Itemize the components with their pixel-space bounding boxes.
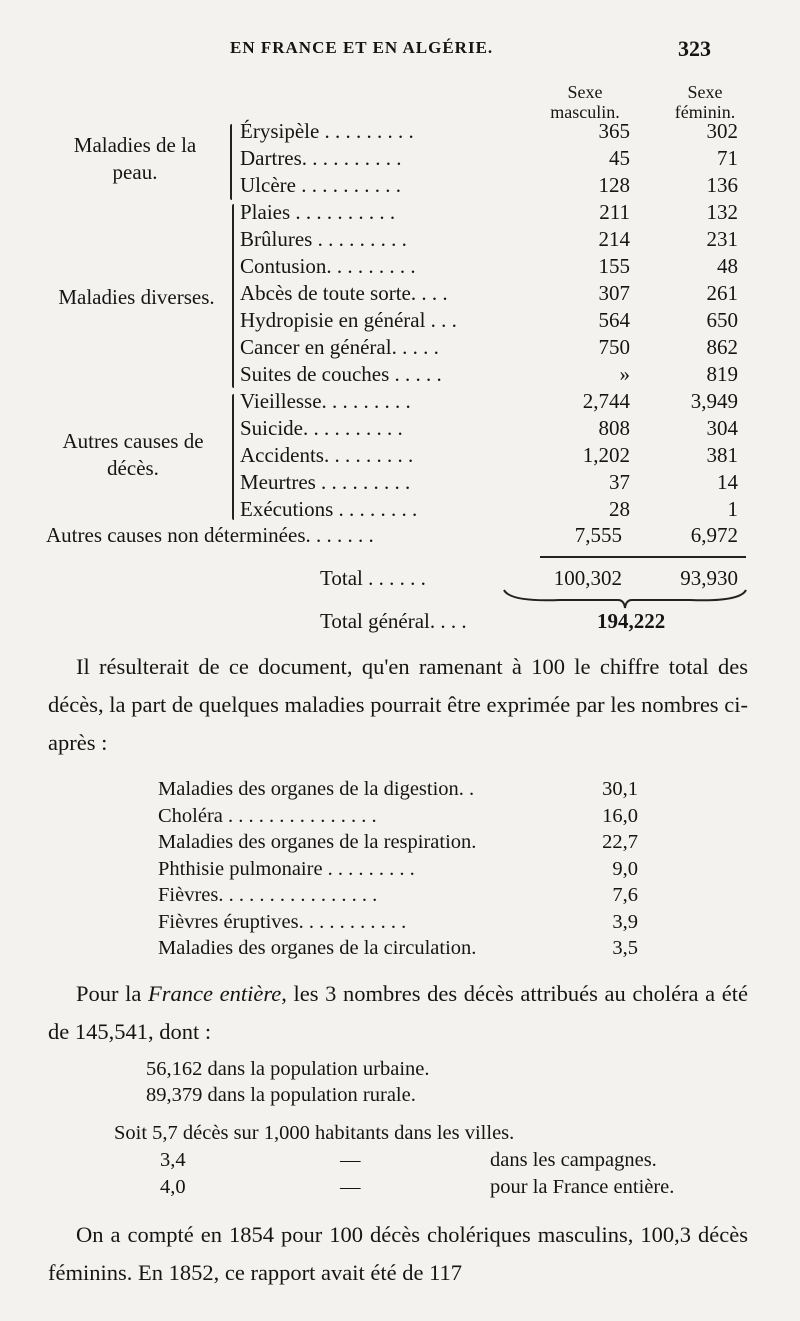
paragraph-cholera-end: , les 3 nombres des décès attribués au choléra a été de 145,541, dont :	[48, 981, 749, 1044]
row-value-male: 28	[609, 497, 630, 521]
paragraph-cholera-start: Pour la	[76, 981, 149, 1006]
urban-line: 56,162 dans la population urbaine.	[146, 1058, 430, 1080]
row-label: Hydropisie en général . . .	[240, 308, 457, 332]
row-value-male: 211	[599, 200, 630, 224]
ratio-line-france-value: 4,0	[160, 1176, 186, 1198]
row-value-female: 650	[706, 308, 738, 332]
grand-total-value: 194,222	[597, 609, 666, 633]
column-header-male: Sexe masculin.	[550, 82, 620, 122]
row-value-male: 307	[598, 281, 630, 305]
table-row	[0, 172, 800, 199]
list-item-value: 30,1	[602, 778, 638, 800]
row-label: Vieillesse. . . . . . . . .	[240, 389, 411, 413]
table-row	[0, 334, 800, 361]
list-item-label: Phthisie pulmonaire . . . . . . . . .	[158, 857, 415, 880]
sum-rule	[540, 556, 746, 558]
row-label: Suicide. . . . . . . . . .	[240, 416, 403, 440]
group-label-skin: Maladies de la peau.	[73, 133, 197, 184]
rural-line: 89,379 dans la population rurale.	[146, 1084, 416, 1106]
row-value-female: 6,972	[690, 523, 738, 547]
row-value-male: 7,555	[574, 523, 622, 547]
row-value-female: 381	[706, 443, 738, 467]
table-row	[0, 280, 800, 307]
list-item-label: Maladies des organes de la digestion. .	[158, 778, 475, 800]
row-value-male: 1,202	[582, 443, 630, 467]
row-value-female: 132	[706, 200, 738, 224]
row-label: Ulcère . . . . . . . . . .	[240, 173, 401, 197]
page-number: 323	[678, 36, 711, 61]
group-label-various: Maladies diverses.	[58, 285, 215, 309]
row-value-male: 155	[598, 254, 630, 278]
ratio-line-france-text: pour la France entière.	[490, 1176, 675, 1198]
list-item-label: Choléra . . . . . . . . . . . . . . .	[158, 804, 377, 827]
list-item-value: 3,5	[612, 937, 638, 959]
list-item-label: Maladies des organes de la circulation.	[158, 937, 477, 959]
row-value-male: 37	[609, 470, 630, 494]
row-value-male: »	[619, 362, 630, 386]
table-row	[0, 388, 800, 415]
row-label: Abcès de toute sorte. . . .	[240, 281, 448, 305]
table-row	[0, 415, 800, 442]
list-item-value: 7,6	[612, 884, 638, 906]
row-value-male: 214	[598, 227, 630, 251]
row-label: Suites de couches . . . . .	[240, 362, 442, 386]
column-header-female: Sexe féminin.	[674, 82, 736, 122]
table-row	[0, 199, 800, 226]
list-item-value: 9,0	[612, 857, 638, 880]
total-brace	[500, 588, 750, 610]
ratio-line-countryside-dash: —	[340, 1149, 361, 1171]
table-row	[0, 469, 800, 496]
row-value-female: 304	[706, 416, 738, 440]
row-value-male: 808	[598, 416, 630, 440]
row-value-female: 819	[706, 362, 738, 386]
row-value-female: 231	[706, 227, 738, 251]
ratio-line-cities: Soit 5,7 décès sur 1,000 habitants dans les villes.	[114, 1122, 515, 1144]
list-item-value: 22,7	[602, 831, 638, 853]
row-value-male: 750	[598, 335, 630, 359]
row-value-female: 862	[706, 335, 738, 359]
row-label: Plaies . . . . . . . . . .	[240, 200, 396, 224]
total-value-female: 93,930	[680, 566, 738, 590]
running-title: EN FRANCE ET EN ALGÉRIE.	[230, 38, 494, 57]
table-row	[0, 226, 800, 253]
row-value-female: 14	[717, 470, 738, 494]
list-item-value: 16,0	[602, 804, 638, 827]
row-value-male: 564	[598, 308, 630, 332]
row-value-female: 3,949	[690, 389, 738, 413]
total-label: Total . . . . . .	[320, 566, 426, 590]
total-value-male: 100,302	[553, 566, 622, 590]
row-label: Autres causes non déterminées. . . . . . .	[46, 523, 374, 547]
row-value-female: 136	[706, 173, 738, 197]
table-row	[0, 253, 800, 280]
grand-total-label: Total général. . . .	[320, 609, 467, 633]
list-item-value: 3,9	[612, 910, 638, 933]
table-row	[0, 145, 800, 172]
paragraph-intro: Il résulterait de ce document, qu'en ramenant à 100 le chiffre total des décès, la part de quelques maladies pourrait être exprimée par les nombres ci-après :	[48, 654, 748, 755]
list-item-label: Fièvres. . . . . . . . . . . . . . . .	[158, 884, 378, 906]
row-value-female: 48	[717, 254, 738, 278]
row-value-male: 2,744	[582, 389, 630, 413]
row-value-female: 302	[706, 119, 738, 143]
row-value-female: 261	[706, 281, 738, 305]
table-row	[0, 496, 800, 523]
paragraph-cholera	[48, 975, 748, 1051]
table-row	[0, 361, 800, 388]
row-value-female: 1	[727, 497, 738, 521]
paragraph-ratio: On a compté en 1854 pour 100 décès cholériques masculins, 100,3 décès féminins. En 1852, ce rapport avait été de 117	[48, 1222, 748, 1285]
row-label: Contusion. . . . . . . . .	[240, 254, 416, 278]
paragraph-cholera-italic: France entière	[148, 981, 282, 1006]
table-row	[0, 118, 800, 145]
group-label-other: Autres causes de décès.	[62, 429, 204, 480]
ratio-line-countryside-value: 3,4	[160, 1149, 186, 1171]
row-label: Accidents. . . . . . . . .	[240, 443, 414, 467]
table-row	[0, 442, 800, 469]
row-label: Exécutions . . . . . . . .	[240, 497, 418, 521]
ratio-line-countryside-text: dans les campagnes.	[490, 1149, 657, 1171]
row-value-female: 71	[717, 146, 738, 170]
row-label: Brûlures . . . . . . . . .	[240, 227, 407, 251]
table-row	[0, 307, 800, 334]
ratio-line-france-dash: —	[340, 1176, 361, 1198]
row-label: Meurtres . . . . . . . . .	[240, 470, 411, 494]
row-label: Dartres. . . . . . . . . .	[240, 146, 402, 170]
row-value-male: 365	[598, 119, 630, 143]
list-item-label: Maladies des organes de la respiration.	[158, 831, 477, 853]
row-value-male: 45	[609, 146, 630, 170]
table-row-undetermined	[46, 522, 746, 549]
row-label: Cancer en général. . . . .	[240, 335, 439, 359]
list-item-label: Fièvres éruptives. . . . . . . . . . .	[158, 910, 407, 933]
row-value-male: 128	[598, 173, 630, 197]
row-label: Érysipèle . . . . . . . . .	[240, 119, 414, 143]
